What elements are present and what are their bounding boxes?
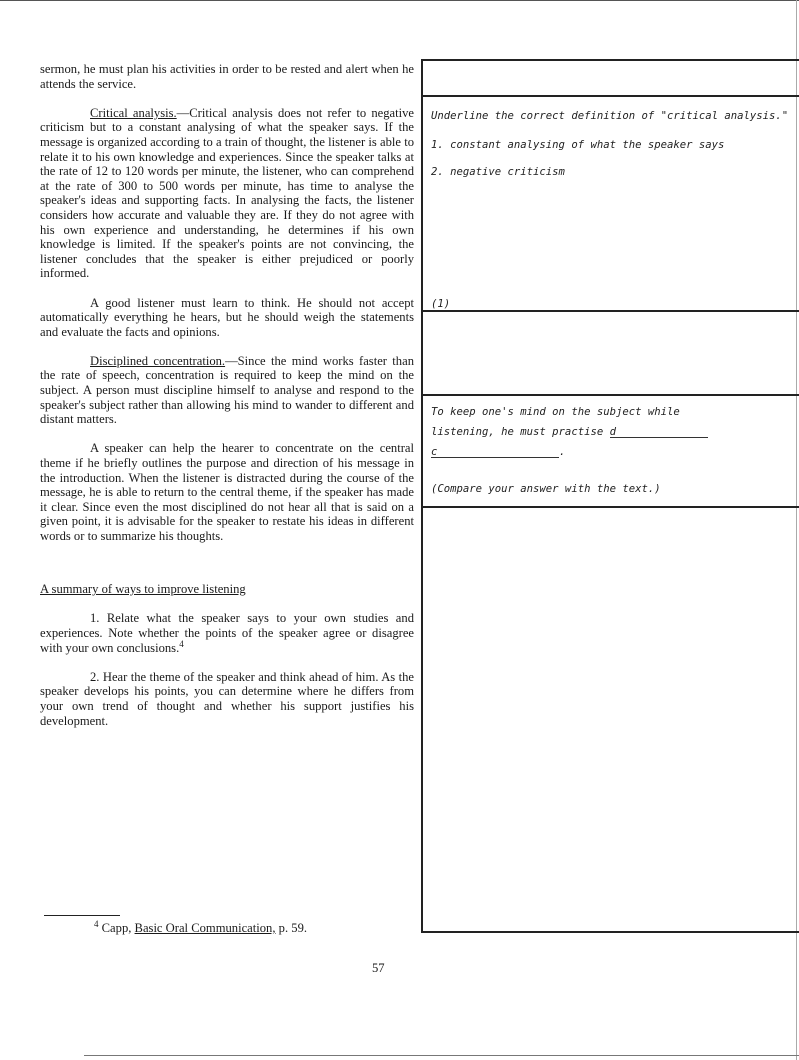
footnote-number: 4: [94, 918, 99, 929]
frame-prompt-line-2: [431, 425, 799, 440]
programmed-frames-panel: [421, 59, 799, 933]
heading-disciplined-concentration: Disciplined concentration.: [90, 353, 226, 368]
frame-prompt-prefix: listening, he must practise: [431, 426, 604, 438]
main-text-column: [40, 62, 414, 743]
summary-item-2: 2. Hear the theme of the speaker and think ahead of him. As the speaker develops his points, you can determine where he differs from your own trend of thought and whether his support justifies his development.: [40, 669, 414, 728]
scan-edge-bottom: [84, 1055, 799, 1056]
footnote-rule: [44, 915, 120, 916]
summary-item-1: [40, 611, 414, 655]
disciplined-concentration-body: —Since the mind works faster than the rate of speech, concentration is required to keep the mind on the subject. A person must discipline himself to analyse and respond to the speaker's subject rather than allowing his mind to wander to different and distant matters.: [40, 353, 414, 427]
paragraph-speaker-help: A speaker can help the hearer to concentrate on the central theme if he briefly outlines the purpose and direction of his message in the introduction. When the listener is distracted during the course of the message, he is able to return to the central theme, if the speaker has made it clear. Since even the most disciplined do not hear all that is said on a given point, it is advisable for the speaker to restate his ideas in different words or to summarize his thoughts.: [40, 441, 414, 543]
critical-analysis-body: —Critical analysis does not refer to negative criticism but to a constant analysing of what the speaker says. If the message is organized according to a train of thought, the listener is able to relate it to his own knowledge and experiences. Since the speaker talks at the rate of 12 to 120 words per minute, the listener, who can comprehend at the rate of 300 to 500 words per minute, has time to analyse the speaker's ideas and supporting facts. In analysing the facts, the listener considers how accurate and valuable they are. If they do not agree with his own experience and understanding, he determines if his own knowledge is limited. If the speaker's points are not convincing, the listener concludes that the speaker is either prejudiced or poorly informed.: [40, 105, 415, 281]
frame-prompt-line-3: c .: [431, 446, 566, 458]
frame-question: Underline the correct definition of "critical analysis.": [431, 110, 789, 122]
summary-item-1-text: 1. Relate what the speaker says to your own studies and experiences. Note whether the points of the speaker agree or disagree with your own conclusions.: [40, 611, 414, 655]
footnote-page: p. 59.: [278, 921, 308, 935]
frame-divider: [423, 310, 799, 312]
footnote: [94, 918, 308, 936]
frame-note: (Compare your answer with the text.): [431, 483, 661, 495]
frame-divider: [423, 394, 799, 396]
footnote-title: Basic Oral Communication,: [134, 921, 276, 935]
paragraph-critical-analysis: [40, 106, 414, 281]
frame-critical-analysis: [431, 109, 799, 310]
frame-prompt-line-1: To keep one's mind on the subject while: [431, 406, 680, 418]
footnote-ref-4: 4: [179, 638, 184, 649]
option-1: 1. constant analysing of what the speaker says: [431, 139, 725, 151]
page-number: 57: [372, 961, 385, 975]
frame-divider: [423, 506, 799, 508]
frame-answer-number: (1): [431, 298, 451, 310]
frame-divider: [423, 95, 799, 97]
heading-summary: A summary of ways to improve listening: [40, 582, 246, 597]
option-2: 2. negative criticism: [431, 166, 565, 178]
frame-concentration: [431, 405, 799, 497]
paragraph-disciplined-concentration: [40, 354, 414, 427]
paragraph-sermon: sermon, he must plan his activities in order to be rested and alert when he attends the service.: [40, 62, 414, 91]
paragraph-good-listener: A good listener must learn to think. He should not accept automatically everything he hears, but he should weigh the statements and evaluate the facts and opinions.: [40, 295, 414, 339]
heading-critical-analysis: Critical analysis.: [90, 105, 177, 120]
scan-edge-top: [0, 0, 799, 1]
footnote-author: Capp,: [101, 921, 132, 935]
answer-blank-d[interactable]: d: [610, 425, 708, 438]
answer-blank-c[interactable]: c: [431, 445, 559, 458]
